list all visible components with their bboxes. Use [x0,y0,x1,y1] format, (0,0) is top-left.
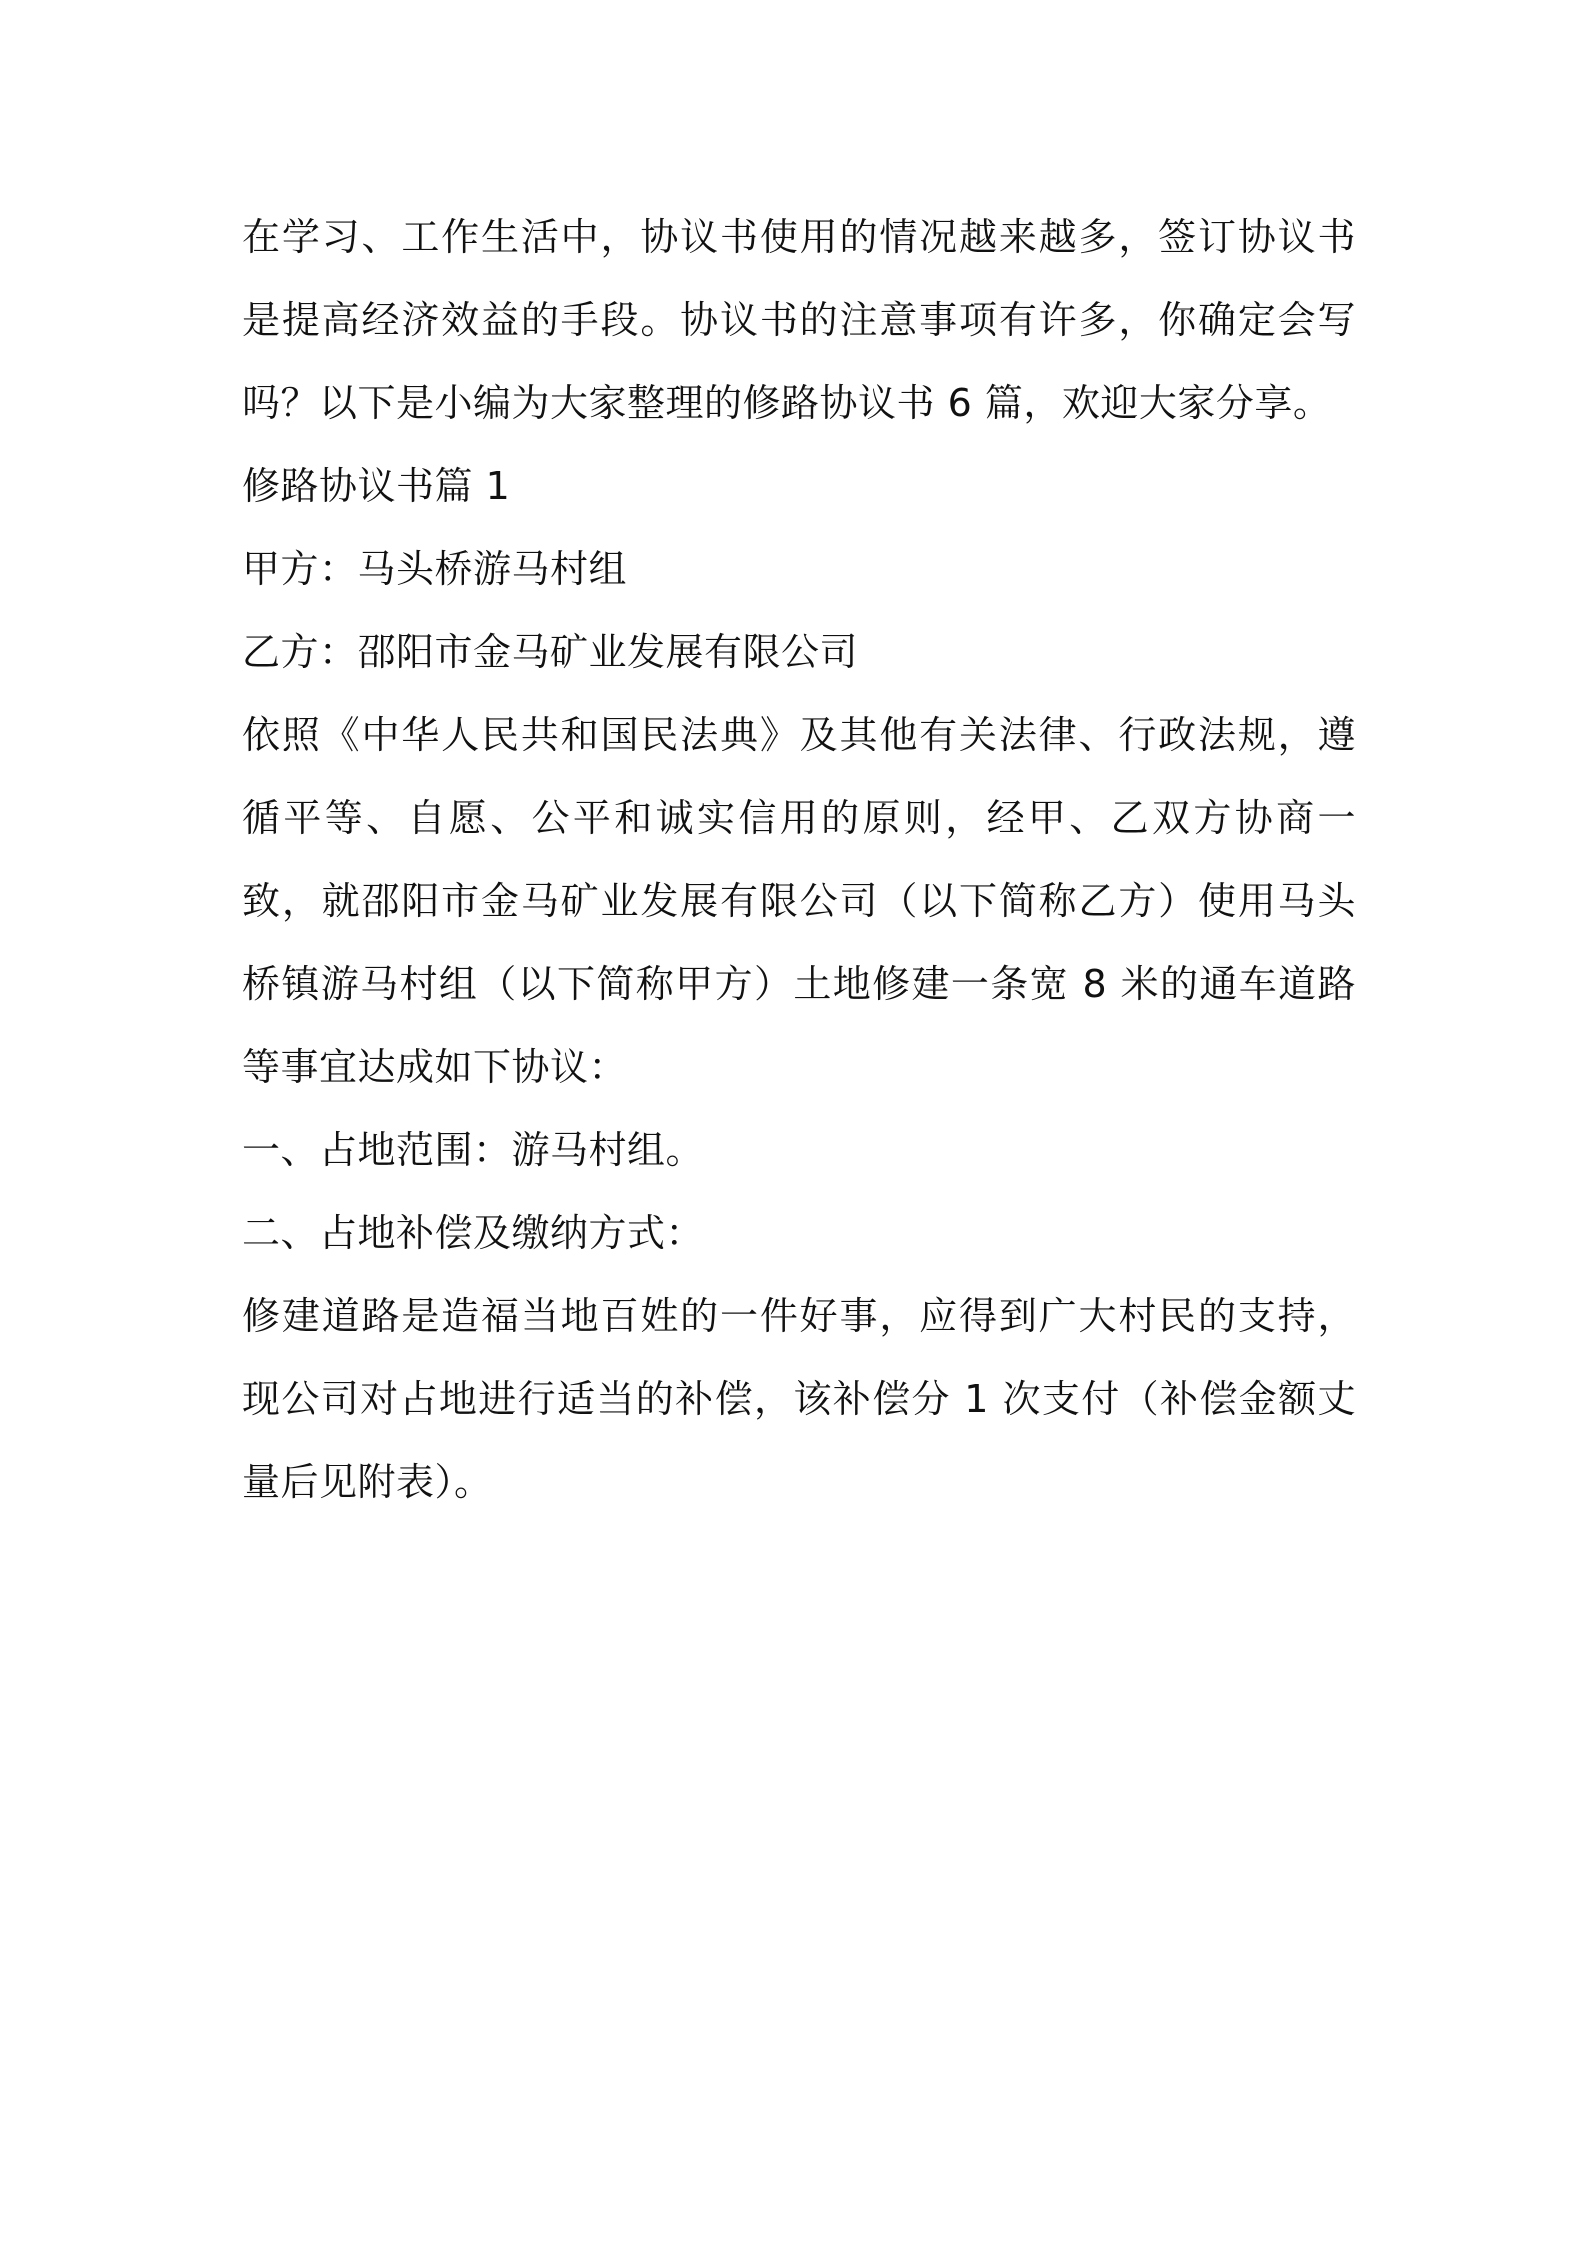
party-a-line: 甲方：马头桥游马村组 [242,547,628,591]
clause-2-heading: 二、占地补偿及缴纳方式： [242,1211,705,1255]
compensation-paragraph: 修建道路是造福当地百姓的一件好事，应得到广大村民的支持，现公司对占地进行适当的补偿，该补偿分 1 次支付（补偿金额丈量后见附表）。 [242,1294,1356,1504]
intro-paragraph: 在学习、工作生活中，协议书使用的情况越来越多，签订协议书是提高经济效益的手段。协议书的注意事项有许多，你确定会写吗？以下是小编为大家整理的修路协议书 6 篇，欢迎大家分享。 [242,215,1356,425]
party-b-line: 乙方：邵阳市金马矿业发展有限公司 [242,630,859,674]
clause-1: 一、占地范围：游马村组。 [242,1128,705,1172]
section-title: 修路协议书篇 1 [242,464,511,508]
document-body [242,196,1356,1524]
basis-paragraph: 依照《中华人民共和国民法典》及其他有关法律、行政法规，遵循平等、自愿、公平和诚实信用的原则，经甲、乙双方协商一致，就邵阳市金马矿业发展有限公司（以下简称乙方）使用马头桥镇游马村组（以下简称甲方）土地修建一条宽 8 米的通车道路等事宜达成如下协议： [242,713,1356,1089]
